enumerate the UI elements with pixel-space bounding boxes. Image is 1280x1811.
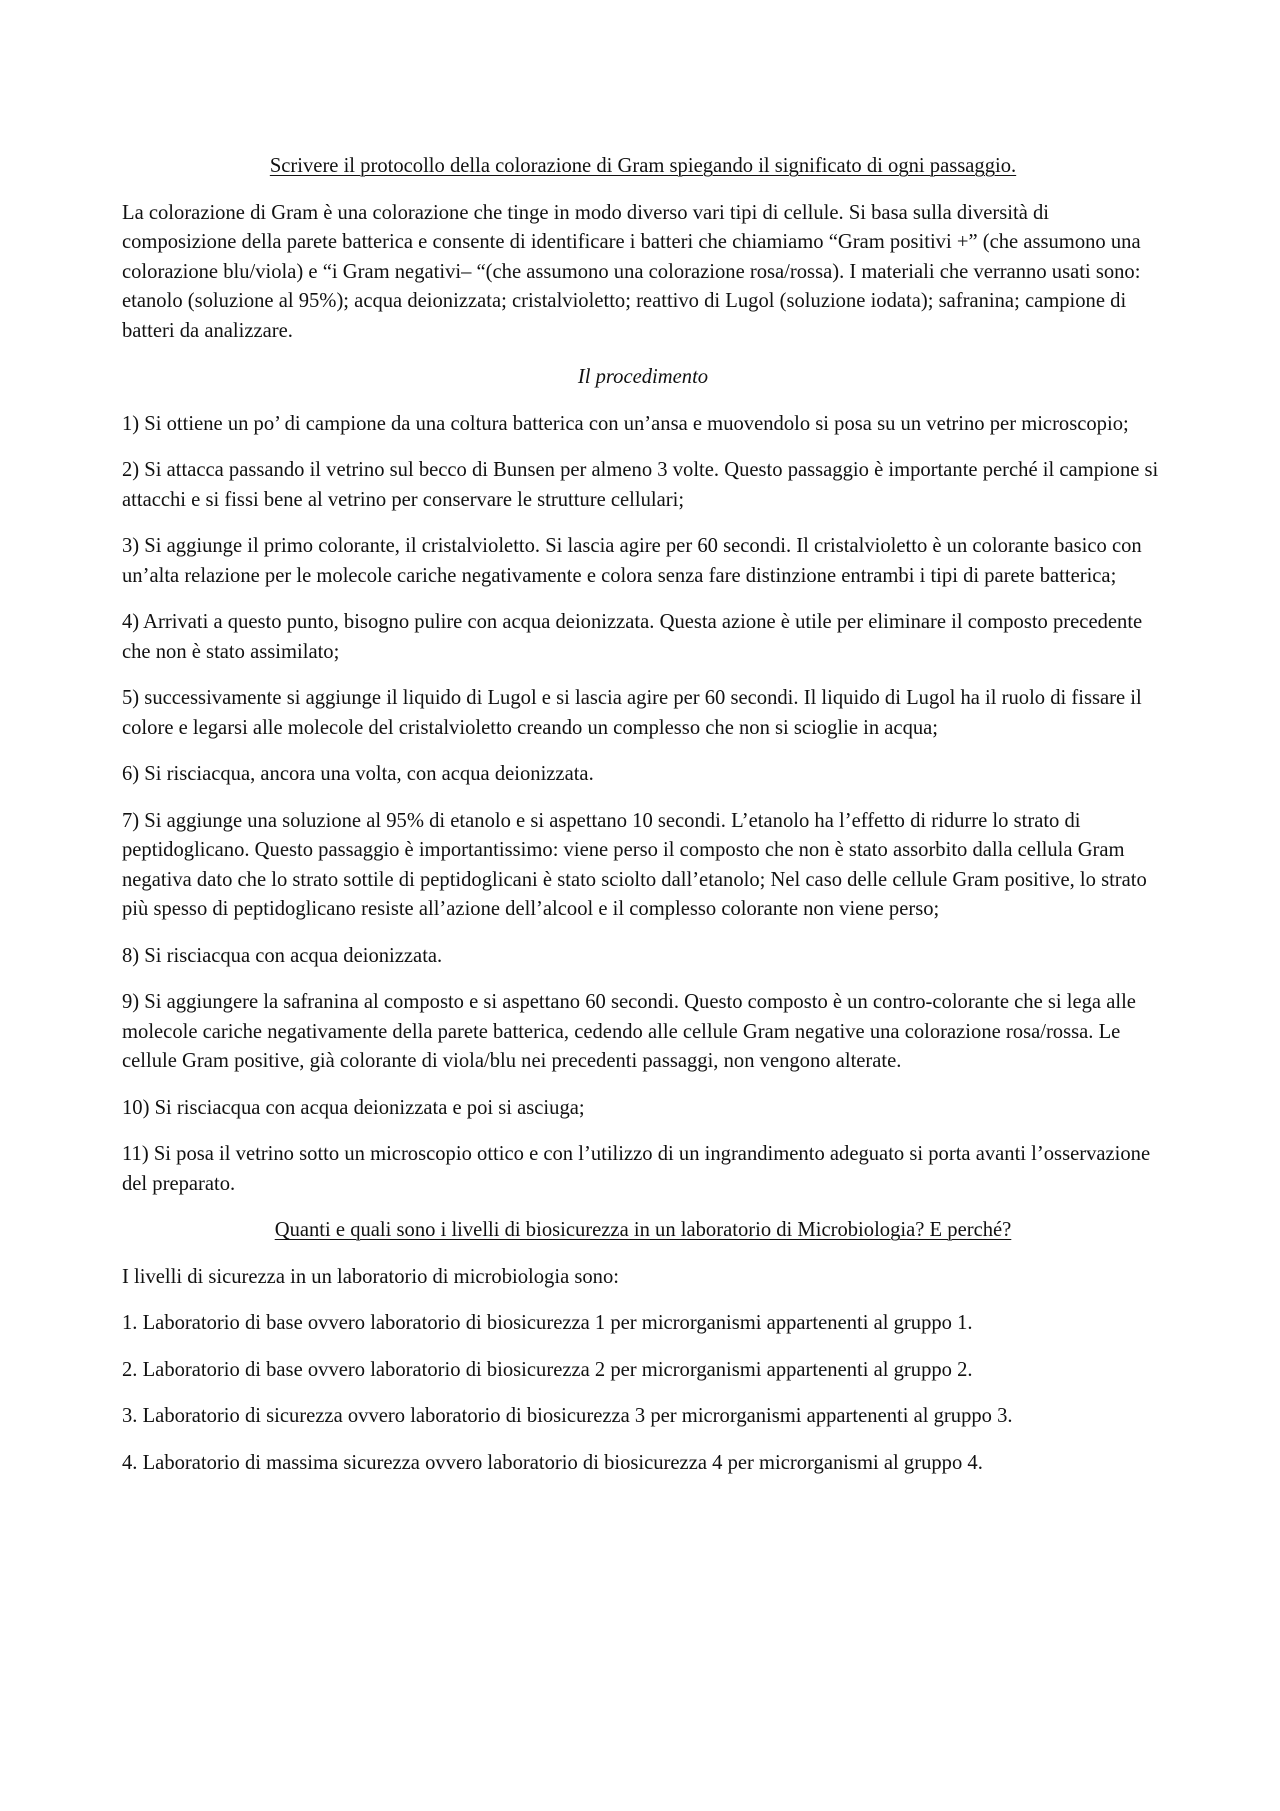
- document-body: [122, 152, 1164, 1495]
- procedure-heading: Il procedimento: [577, 366, 709, 388]
- procedure-step-2: 2) Si attacca passando il vetrino sul becco di Bunsen per almeno 3 volte. Questo passaggio è importante perché il campione si attacchi e si fissi bene al vetrino per conservare le strutture cellulari;: [122, 459, 1159, 511]
- procedure-step-10: 10) Si risciacqua con acqua deionizzata e poi si asciuga;: [122, 1096, 585, 1119]
- procedure-step-4: 4) Arrivati a questo punto, bisogno pulire con acqua deionizzata. Questa azione è utile per eliminare il composto precedente che non è stato assimilato;: [122, 611, 1143, 663]
- section-title-biosafety: Quanti e quali sono i livelli di biosicurezza in un laboratorio di Microbiologia? E perché?: [274, 1219, 1012, 1241]
- procedure-step-6: 6) Si risciacqua, ancora una volta, con acqua deionizzata.: [122, 763, 594, 785]
- biosafety-level-1: 1. Laboratorio di base ovvero laboratorio di biosicurezza 1 per microrganismi appartenenti al gruppo 1.: [122, 1312, 973, 1334]
- section-title-gram: Scrivere il protocollo della colorazione di Gram spiegando il significato di ogni passaggio.: [269, 155, 1017, 177]
- intro-paragraph: La colorazione di Gram è una colorazione che tinge in modo diverso vari tipi di cellule. Si basa sulla diversità di composizione della parete batterica e consente di identificare i batteri che chiamiamo “Gram positivi +” (che assumono una colorazione blu/viola) e “i Gram negativi– “(che assumono una colorazione rosa/rossa). I materiali che verranno usati sono: etanolo (soluzione al 95%); acqua deionizzata; cristalvioletto; reattivo di Lugol (soluzione iodata); safranina; campione di batteri da analizzare.: [122, 201, 1141, 342]
- procedure-step-5: 5) successivamente si aggiunge il liquido di Lugol e si lascia agire per 60 secondi. Il liquido di Lugol ha il ruolo di fissare il colore e legarsi alle molecole del cristalvioletto creando un complesso che non si scioglie in acqua;: [122, 687, 1142, 739]
- procedure-step-8: 8) Si risciacqua con acqua deionizzata.: [122, 944, 443, 967]
- procedure-step-3: 3) Si aggiunge il primo colorante, il cristalvioletto. Si lascia agire per 60 secondi. Il cristalvioletto è un colorante basico con un’alta relazione per le molecole cariche negativamente e colora senza fare distinzione entrambi i tipi di parete batterica;: [122, 535, 1142, 587]
- biosafety-level-2: 2. Laboratorio di base ovvero laboratorio di biosicurezza 2 per microrganismi appartenenti al gruppo 2.: [122, 1358, 973, 1381]
- procedure-step-7: 7) Si aggiunge una soluzione al 95% di etanolo e si aspettano 10 secondi. L’etanolo ha l’effetto di ridurre lo strato di peptidoglicano. Questo passaggio è importantissimo: viene perso il composto che non è stato assorbito dalla cellula Gram negativa dato che lo strato sottile di peptidoglicani è stato sciolto dall’etanolo; Nel caso delle cellule Gram positive, lo strato più spesso di peptidoglicano resiste all’azione dell’alcool e il complesso colorante non viene perso;: [122, 809, 1147, 920]
- biosafety-intro: I livelli di sicurezza in un laboratorio di microbiologia sono:: [122, 1265, 619, 1288]
- procedure-step-9: 9) Si aggiungere la safranina al composto e si aspettano 60 secondi. Questo composto è un contro-colorante che si lega alle molecole cariche negativamente della parete batterica, cedendo alle cellule Gram negative una colorazione rosa/rossa. Le cellule Gram positive, già colorante di viola/blu nei precedenti passaggi, non vengono alterate.: [122, 991, 1136, 1072]
- procedure-step-11: 11) Si posa il vetrino sotto un microscopio ottico e con l’utilizzo di un ingrandimento adeguato si porta avanti l’osservazione del preparato.: [122, 1143, 1151, 1195]
- procedure-step-1: 1) Si ottiene un po’ di campione da una coltura batterica con un’ansa e muovendolo si posa su un vetrino per microscopio;: [122, 412, 1129, 435]
- biosafety-level-3: 3. Laboratorio di sicurezza ovvero laboratorio di biosicurezza 3 per microrganismi appartenenti al gruppo 3.: [122, 1405, 1013, 1427]
- biosafety-level-4: 4. Laboratorio di massima sicurezza ovvero laboratorio di biosicurezza 4 per microrganismi al gruppo 4.: [122, 1451, 983, 1474]
